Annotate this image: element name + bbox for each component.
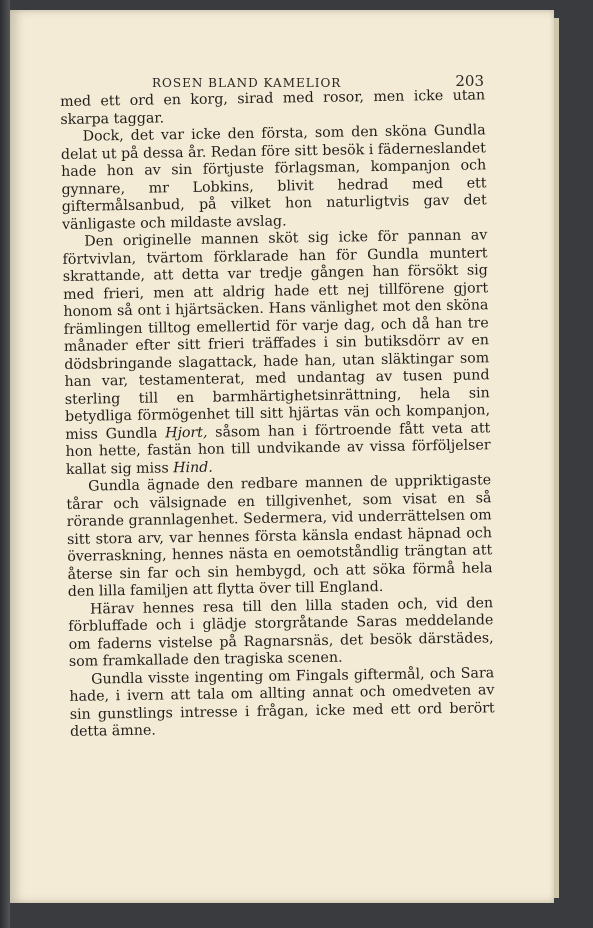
paragraph-3-text-a: Den originelle mannen sköt sig icke för pannan av förtvivlan, tvärtom förklarade han för Gundla muntert skrattande, att detta var tredje gången han försökt sig med frieri, men att aldrig hade ett nej tillförene gjort honom så ont i hjärtsäcken. Hans vänlighet mot den sköna främlingen tilltog emellertid för varje dag, och då han tre månader efter sitt frieri träffades i sin butiksdörr av en dödsbringande slagattack, hade han, utan släktingar som han var, testamenterat, med undantag av tusen pund sterling till en barmhärtighetsinrättning, hela sin betydliga förmögenhet till sitt hjärtas vän och kompanjon, miss Gundla [62,227,491,443]
paragraph-3-text-b: såsom han i förtroende fått veta att hon hette, fastän hon till undvikande av vissa förföljelser kallat sig miss [65,419,491,478]
paragraph-3 [62,227,491,479]
paragraph-3-italic-hjort: Hjort, [165,424,208,441]
running-title: ROSEN BLAND KAMELIOR [152,76,342,90]
paragraph-4: Gundla ägnade den redbare mannen de uppriktigaste tårar och välsignade en tillgivenhet, som visat en så rörande grannlagenhet. Sedermera, vid underrättelsen om sitt stora arv, var hennes första känsla endast häpnad och överraskning, hennes nästa en oemotståndlig trängtan att återse sin far och sin hembygd, och att söka förmå hela den lilla familjen att flytta över till England. [66,472,493,600]
body-text [60,87,495,741]
book-spine-shadow [0,0,10,928]
paragraph-3-italic-hind: Hind. [173,459,213,476]
paragraph-5: Härav hennes resa till den lilla staden och, vid den förbluffade och i glädje storgråtande Saras meddelande om faderns vistelse på Ragnarsnäs, det besök därstädes, som framkallade den tragiska scenen. [68,594,494,670]
paragraph-1: med ett ord en korg, sirad med rosor, men icke utan skarpa taggar. [60,87,486,128]
paragraph-2: Dock, det var icke den första, som den sköna Gundla delat ut på dessa år. Redan före sitt besök i fäderneslandet hade hon av sin förtjuste förlagsman, kompanjon och gynnare, mr Lobkins, blivit hedrad med ett giftermålsanbud, på vilket hon naturligtvis gav det vänligaste och mildaste avslag. [60,122,487,233]
page-edge [554,18,559,898]
paragraph-6: Gundla visste ingenting om Fingals giftermål, och Sara hade, i ivern att tala om allting annat och omedveten av sin gunstlings intresse i frågan, icke med ett ord berört detta ämne. [69,664,495,740]
page-number: 203 [455,72,484,90]
